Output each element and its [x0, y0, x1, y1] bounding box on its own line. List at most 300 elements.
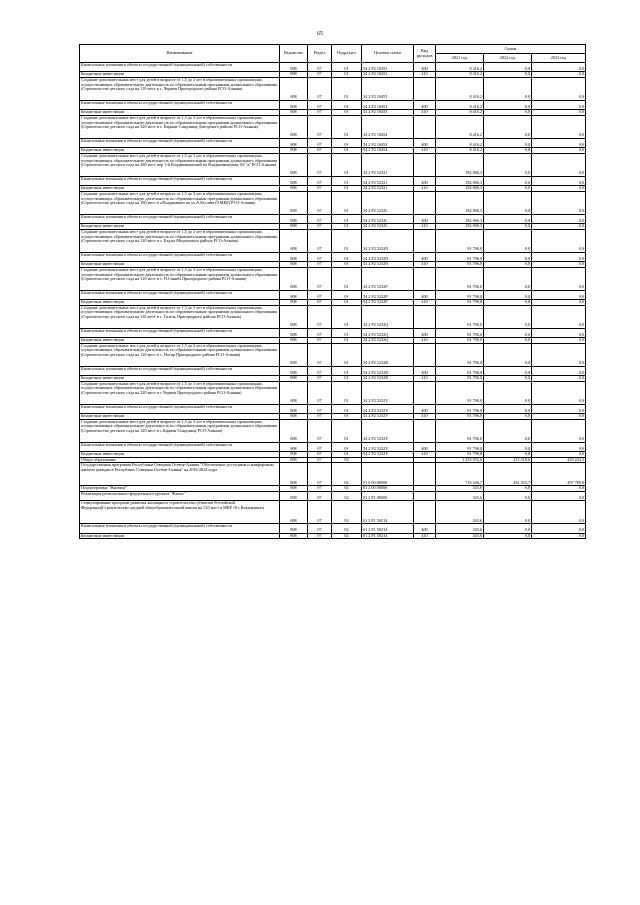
table-row — [80, 176, 586, 185]
table-row — [80, 381, 586, 404]
row-2022: 0,0 — [484, 501, 532, 524]
row-expense-type: 400 — [414, 176, 436, 185]
row-razdel: 07 — [308, 300, 332, 306]
row-2022: 0,0 — [484, 267, 532, 290]
row-razdel: 07 — [308, 501, 332, 524]
row-razdel: 07 — [308, 414, 332, 420]
row-2022: 0,0 — [484, 404, 532, 413]
row-razdel: 07 — [308, 214, 332, 223]
row-2023: 0,0 — [532, 338, 586, 344]
row-2023: 297 789,9 — [532, 463, 586, 486]
row-razdel: 07 — [308, 252, 332, 261]
row-2021: 182 006,3 — [436, 214, 484, 223]
row-2021: 8 416,2 — [436, 77, 484, 100]
row-2022: 0,0 — [484, 366, 532, 375]
row-razdel: 07 — [308, 191, 332, 214]
row-razdel: 07 — [308, 153, 332, 176]
row-2021: 81 796,0 — [436, 262, 484, 268]
row-expense-type: 400 — [414, 252, 436, 261]
row-2021: 1 233 932,6 — [436, 457, 484, 463]
row-expense-type — [414, 77, 436, 100]
row-expense-type: 400 — [414, 366, 436, 375]
row-ved: 808 — [280, 376, 308, 382]
row-2022: 0,0 — [484, 63, 532, 72]
row-target-article: 34 2 P2 5232V — [362, 381, 414, 404]
table-row — [80, 442, 586, 451]
row-name: Бюджетные инвестиции — [80, 110, 280, 116]
row-2021: 8 416,2 — [436, 110, 484, 116]
row-podrazdel: 02 — [332, 486, 362, 492]
row-expense-type — [414, 305, 436, 328]
row-target-article: 34 2 P2 10454 — [362, 138, 414, 147]
row-podrazdel: 01 — [332, 305, 362, 328]
row-expense-type: 410 — [414, 110, 436, 116]
row-name: Бюджетные инвестиции — [80, 452, 280, 458]
row-target-article: 34 2 P2 10454 — [362, 115, 414, 138]
row-2022: 0,0 — [484, 442, 532, 451]
row-razdel: 07 — [308, 419, 332, 442]
row-2022: 0,0 — [484, 229, 532, 252]
row-ved: 808 — [280, 366, 308, 375]
row-expense-type: 410 — [414, 452, 436, 458]
row-razdel: 07 — [308, 305, 332, 328]
row-target-article: 34 2 P2 5232V — [362, 414, 414, 420]
row-ved: 808 — [280, 300, 308, 306]
row-target-article: 34 2 P2 5232V — [362, 404, 414, 413]
row-name: Капитальные вложения в объекты государственной (муниципальной) собственности — [80, 100, 280, 109]
row-2022: 0,0 — [484, 110, 532, 116]
row-2022: 0,0 — [484, 191, 532, 214]
row-podrazdel: 01 — [332, 381, 362, 404]
row-razdel: 07 — [308, 262, 332, 268]
row-razdel: 07 — [308, 224, 332, 230]
table-row — [80, 191, 586, 214]
row-2023: 429 244,3 — [532, 457, 586, 463]
row-expense-type — [414, 343, 436, 366]
header-year-2021: 2021 год — [436, 54, 484, 63]
row-name: Подпрограмма "Жилище" — [80, 486, 280, 492]
row-2021: 81 796,0 — [436, 414, 484, 420]
row-target-article: 34 2 P2 10453 — [362, 77, 414, 100]
row-2022: 0,0 — [484, 176, 532, 185]
row-ved: 808 — [280, 100, 308, 109]
row-name: Бюджетные инвестиции — [80, 376, 280, 382]
row-target-article: 01 2 F1 50214 — [362, 524, 414, 533]
header-ved: Ведомство — [280, 45, 308, 63]
row-ved: 808 — [280, 533, 308, 539]
row-ved: 808 — [280, 153, 308, 176]
row-target-article: 34 2 P2 5232N — [362, 229, 414, 252]
row-2023: 0,0 — [532, 214, 586, 223]
row-2022: 0,0 — [484, 338, 532, 344]
row-target-article: 34 2 P2 10453 — [362, 100, 414, 109]
row-target-article: 34 2 P2 5232R — [362, 343, 414, 366]
row-target-article: 34 2 P2 10453 — [362, 110, 414, 116]
row-podrazdel: 01 — [332, 115, 362, 138]
row-podrazdel: 01 — [332, 77, 362, 100]
row-2023: 0,0 — [532, 110, 586, 116]
table-row — [80, 138, 586, 147]
table-row — [80, 214, 586, 223]
row-2022: 0,0 — [484, 305, 532, 328]
row-target-article: 34 2 P2 5232Y — [362, 419, 414, 442]
row-expense-type — [414, 501, 436, 524]
row-expense-type — [414, 229, 436, 252]
row-ved: 808 — [280, 343, 308, 366]
row-podrazdel: 01 — [332, 138, 362, 147]
row-target-article: 01 2 00 00000 — [362, 486, 414, 492]
table-row — [80, 328, 586, 337]
row-podrazdel: 01 — [332, 100, 362, 109]
row-podrazdel: 01 — [332, 414, 362, 420]
row-2023: 0,0 — [532, 191, 586, 214]
row-ved: 808 — [280, 501, 308, 524]
table-row — [80, 229, 586, 252]
row-2023: 0,0 — [532, 305, 586, 328]
row-razdel: 07 — [308, 442, 332, 451]
row-expense-type: 400 — [414, 404, 436, 413]
row-ved: 808 — [280, 452, 308, 458]
row-2023: 0,0 — [532, 376, 586, 382]
row-ved: 808 — [280, 252, 308, 261]
row-expense-type: 410 — [414, 72, 436, 78]
row-2023: 0,0 — [532, 300, 586, 306]
table-row — [80, 77, 586, 100]
row-razdel: 07 — [308, 338, 332, 344]
row-2023: 0,0 — [532, 343, 586, 366]
row-razdel: 07 — [308, 457, 332, 463]
header-expense-type: Вид расходов — [414, 45, 436, 63]
header-year-2023: 2023 год — [532, 54, 586, 63]
row-2022: 0,0 — [484, 186, 532, 192]
row-ved: 808 — [280, 176, 308, 185]
row-2023: 0,0 — [532, 224, 586, 230]
row-razdel: 07 — [308, 463, 332, 486]
row-2021: 343,6 — [436, 524, 484, 533]
row-target-article: 34 2 P2 5232L — [362, 191, 414, 214]
row-ved: 808 — [280, 267, 308, 290]
row-2023: 0,0 — [532, 148, 586, 154]
row-ved: 808 — [280, 419, 308, 442]
row-2021: 716 546,7 — [436, 463, 484, 486]
row-razdel: 07 — [308, 452, 332, 458]
row-ved: 808 — [280, 290, 308, 299]
row-ved: 808 — [280, 63, 308, 72]
row-2023: 0,0 — [532, 381, 586, 404]
row-2021: 81 796,0 — [436, 404, 484, 413]
row-2021: 81 796,0 — [436, 229, 484, 252]
row-podrazdel: 02 — [332, 524, 362, 533]
row-2021: 8 416,2 — [436, 72, 484, 78]
row-expense-type: 410 — [414, 186, 436, 192]
row-target-article: 34 2 P2 5232R — [362, 366, 414, 375]
row-podrazdel: 01 — [332, 442, 362, 451]
row-name: Бюджетные инвестиции — [80, 72, 280, 78]
row-razdel: 07 — [308, 492, 332, 501]
row-ved: 808 — [280, 115, 308, 138]
table-row — [80, 290, 586, 299]
row-podrazdel: 02 — [332, 501, 362, 524]
row-podrazdel: 01 — [332, 366, 362, 375]
row-ved: 808 — [280, 442, 308, 451]
row-podrazdel: 01 — [332, 191, 362, 214]
row-name: Бюджетные инвестиции — [80, 224, 280, 230]
row-razdel: 07 — [308, 486, 332, 492]
row-2023: 0,0 — [532, 328, 586, 337]
row-razdel: 07 — [308, 115, 332, 138]
row-2021: 81 796,0 — [436, 338, 484, 344]
row-2023: 0,0 — [532, 524, 586, 533]
row-2021: 182 006,3 — [436, 153, 484, 176]
row-podrazdel: 01 — [332, 290, 362, 299]
row-podrazdel: 01 — [332, 404, 362, 413]
row-2022: 0,0 — [484, 524, 532, 533]
row-2021: 81 796,0 — [436, 381, 484, 404]
row-expense-type — [414, 267, 436, 290]
row-2022: 0,0 — [484, 262, 532, 268]
row-name: Бюджетные инвестиции — [80, 148, 280, 154]
row-razdel: 07 — [308, 148, 332, 154]
row-target-article: 01 2 F1 00000 — [362, 492, 414, 501]
row-target-article: 34 2 P2 5232Y — [362, 452, 414, 458]
row-2021: 182 006,3 — [436, 186, 484, 192]
row-2022: 0,0 — [484, 300, 532, 306]
row-target-article: 34 2 P2 10453 — [362, 63, 414, 72]
row-expense-type: 400 — [414, 524, 436, 533]
row-podrazdel: 02 — [332, 492, 362, 501]
row-name: Капитальные вложения в объекты государственной (муниципальной) собственности — [80, 442, 280, 451]
row-podrazdel: 02 — [332, 533, 362, 539]
row-2022: 0,0 — [484, 328, 532, 337]
row-name: Капитальные вложения в объекты государственной (муниципальной) собственности — [80, 404, 280, 413]
row-razdel: 07 — [308, 533, 332, 539]
header-razdel: Раздел — [308, 45, 332, 63]
row-2022: 0,0 — [484, 376, 532, 382]
row-2023: 0,0 — [532, 138, 586, 147]
row-podrazdel: 01 — [332, 419, 362, 442]
row-2023: 0,0 — [532, 153, 586, 176]
row-2023: 0,0 — [532, 262, 586, 268]
row-expense-type: 410 — [414, 300, 436, 306]
row-expense-type: 410 — [414, 338, 436, 344]
header-podrazdel: Подраздел — [332, 45, 362, 63]
table-row — [80, 533, 586, 539]
header-name: Наименование — [80, 45, 280, 63]
row-podrazdel: 01 — [332, 300, 362, 306]
row-razdel: 07 — [308, 176, 332, 185]
row-2021: 8 416,2 — [436, 115, 484, 138]
header-sum: Сумма — [436, 45, 586, 54]
row-name: Создание дополнительных мест для детей в возрасте от 1,5 до 3 лет в образовательных организациях, осуществляющих образовательную деятельность по образовательным программам дошкольного образования (Строительство детского сада на 180 мест в г.Владикавказ по ул.А.Кесаева (9 МКР) РСО-Алания) — [80, 191, 280, 214]
row-podrazdel: 01 — [332, 72, 362, 78]
row-2022: 0,0 — [484, 343, 532, 366]
row-2023: 0,0 — [532, 414, 586, 420]
table-row — [80, 153, 586, 176]
row-razdel: 07 — [308, 100, 332, 109]
row-2021: 182 006,3 — [436, 176, 484, 185]
row-name: Создание дополнительных мест для детей в возрасте от 1,5 до 3 лет в образовательных организациях, осуществляющих образовательную деятельность по образовательным программам дошкольного образования (Строительство детского сада на 320 мест в с. Карман-Синдзикау Дигорского района РСО-Алания) — [80, 115, 280, 138]
row-podrazdel: 01 — [332, 328, 362, 337]
row-expense-type: 410 — [414, 224, 436, 230]
row-expense-type: 400 — [414, 138, 436, 147]
row-2022: 0,0 — [484, 492, 532, 501]
row-expense-type: 410 — [414, 533, 436, 539]
row-target-article: 34 2 P2 5232N — [362, 262, 414, 268]
row-razdel: 07 — [308, 72, 332, 78]
row-name: Капитальные вложения в объекты государственной (муниципальной) собственности — [80, 252, 280, 261]
row-2022: 0,0 — [484, 153, 532, 176]
row-razdel: 07 — [308, 267, 332, 290]
row-2021: 81 796,0 — [436, 452, 484, 458]
row-podrazdel: 01 — [332, 224, 362, 230]
row-podrazdel: 01 — [332, 63, 362, 72]
row-name: Капитальные вложения в объекты государственной (муниципальной) собственности — [80, 63, 280, 72]
row-razdel: 07 — [308, 404, 332, 413]
row-2021: 81 796,0 — [436, 267, 484, 290]
row-podrazdel: 01 — [332, 452, 362, 458]
row-target-article: 34 2 P2 5232L — [362, 214, 414, 223]
row-target-article: 34 2 P2 10454 — [362, 148, 414, 154]
row-name: Бюджетные инвестиции — [80, 338, 280, 344]
row-2022: 0,0 — [484, 452, 532, 458]
row-target-article: 34 2 P2 10453 — [362, 72, 414, 78]
row-podrazdel: 01 — [332, 229, 362, 252]
row-target-article: 34 2 P2 5232R — [362, 376, 414, 382]
row-2022: 0,0 — [484, 100, 532, 109]
table-row — [80, 501, 586, 524]
row-2022: 0,0 — [484, 72, 532, 78]
row-expense-type — [414, 492, 436, 501]
row-name: Создание дополнительных мест для детей в возрасте от 1,5 до 3 лет в образовательных организациях, осуществляющих образовательную деятельность по образовательным программам дошкольного образования (Строительство детского сада на 110 мест в с. Гизель Пригородного района РСО-Алания) — [80, 305, 280, 328]
row-2023: 0,0 — [532, 486, 586, 492]
row-2021: 343,6 — [436, 501, 484, 524]
row-razdel: 07 — [308, 376, 332, 382]
row-name: Создание дополнительных мест для детей в возрасте от 1,5 до 3 лет в образовательных организациях, осуществляющих образовательную деятельность по образовательным программам дошкольного образования (Строительство детского сада на 280 мест пер 1-й Владикавказский по Владикавказская, 69 "а" РСО-Алания) — [80, 153, 280, 176]
row-name: Создание дополнительных мест для детей в возрасте от 1,5 до 3 лет в образовательных организациях, осуществляющих образовательную деятельность по образовательным программам дошкольного образования (Строительство детского сада на 120 мест в с. Бадлы Моздокского района РСО-Алания) — [80, 229, 280, 252]
row-expense-type: 400 — [414, 328, 436, 337]
row-2022: 0,0 — [484, 252, 532, 261]
row-podrazdel: 01 — [332, 343, 362, 366]
row-name: Государственная программа Республики Северная Осетия-Алания "Обеспечение доступным и комфортным жильем граждан в Республике Северная Осетия-Алания" на 2016-2024 годы — [80, 463, 280, 486]
row-ved: 808 — [280, 110, 308, 116]
row-2022: 415 518,6 — [484, 457, 532, 463]
row-target-article: 34 2 P2 5232Q — [362, 338, 414, 344]
row-2022: 0,0 — [484, 486, 532, 492]
row-razdel: 07 — [308, 110, 332, 116]
row-podrazdel: 01 — [332, 267, 362, 290]
row-2023: 0,0 — [532, 419, 586, 442]
row-ved: 808 — [280, 305, 308, 328]
table-row — [80, 524, 586, 533]
row-target-article: 01 2 F1 50214 — [362, 501, 414, 524]
row-expense-type — [414, 153, 436, 176]
row-2023: 0,0 — [532, 366, 586, 375]
row-podrazdel: 01 — [332, 262, 362, 268]
row-ved: 808 — [280, 77, 308, 100]
row-2023: 0,0 — [532, 100, 586, 109]
row-name: Капитальные вложения в объекты государственной (муниципальной) собственности — [80, 328, 280, 337]
budget-table — [79, 44, 586, 539]
row-2023: 0,0 — [532, 63, 586, 72]
row-2023: 0,0 — [532, 492, 586, 501]
row-2021: 81 796,0 — [436, 343, 484, 366]
row-ved: 808 — [280, 138, 308, 147]
row-name: Капитальные вложения в объекты государственной (муниципальной) собственности — [80, 138, 280, 147]
row-podrazdel: 01 — [332, 110, 362, 116]
row-ved: 808 — [280, 229, 308, 252]
row-name: Капитальные вложения в объекты государственной (муниципальной) собственности — [80, 524, 280, 533]
row-podrazdel: 01 — [332, 376, 362, 382]
row-2022: 0,0 — [484, 419, 532, 442]
row-name: Бюджетные инвестиции — [80, 186, 280, 192]
row-podrazdel: 02 — [332, 457, 362, 463]
row-razdel: 07 — [308, 524, 332, 533]
row-target-article: 34 2 P2 52321 — [362, 153, 414, 176]
row-expense-type: 410 — [414, 414, 436, 420]
table-row — [80, 305, 586, 328]
row-name: Реализация регионального федерального проекта "Жилье" — [80, 492, 280, 501]
row-2022: 0,0 — [484, 224, 532, 230]
row-2023: 0,0 — [532, 442, 586, 451]
row-ved: 808 — [280, 191, 308, 214]
row-2021: 182 006,3 — [436, 191, 484, 214]
row-podrazdel: 01 — [332, 153, 362, 176]
row-2021: 81 796,0 — [436, 419, 484, 442]
row-2021: 8 416,2 — [436, 100, 484, 109]
row-razdel: 07 — [308, 186, 332, 192]
row-2022: 0,0 — [484, 214, 532, 223]
row-razdel: 07 — [308, 138, 332, 147]
row-razdel: 07 — [308, 343, 332, 366]
row-2023: 0,0 — [532, 186, 586, 192]
row-2022: 0,0 — [484, 148, 532, 154]
row-target-article: 34 2 P2 5232Y — [362, 442, 414, 451]
row-ved: 808 — [280, 404, 308, 413]
row-2022: 281 333,7 — [484, 463, 532, 486]
row-ved: 808 — [280, 186, 308, 192]
page-number: 65 — [317, 31, 323, 37]
row-ved: 808 — [280, 72, 308, 78]
row-target-article: 34 2 P2 5232N — [362, 252, 414, 261]
row-2023: 0,0 — [532, 452, 586, 458]
row-name: Создание дополнительных мест для детей в возрасте от 1,5 до 3 лет в образовательных организациях, осуществляющих образовательную деятельность по образовательным программам дошкольного образования (Строительство детского сада на 120 мест в с. Н.Саниба Пригородного района РСО-Алания) — [80, 267, 280, 290]
table-row — [80, 100, 586, 109]
row-expense-type: 410 — [414, 262, 436, 268]
row-name: Бюджетные инвестиции — [80, 414, 280, 420]
row-2023: 0,0 — [532, 533, 586, 539]
row-name: Капитальные вложения в объекты государственной (муниципальной) собственности — [80, 214, 280, 223]
row-ved: 808 — [280, 492, 308, 501]
row-razdel: 07 — [308, 366, 332, 375]
row-razdel: 07 — [308, 381, 332, 404]
row-ved: 808 — [280, 381, 308, 404]
row-target-article: 34 2 P2 5232Q — [362, 305, 414, 328]
row-name: Создание дополнительных мест для детей в возрасте от 1,5 до 3 лет в образовательных организациях, осуществляющих образовательную деятельность по образовательным программам дошкольного образования (Строительство детского сада на 320 мест в с.Карман-Синдзикау РСО-Алания) — [80, 419, 280, 442]
row-ved: 808 — [280, 524, 308, 533]
row-ved: 808 — [280, 486, 308, 492]
row-2023: 0,0 — [532, 252, 586, 261]
row-2021: 81 796,0 — [436, 305, 484, 328]
row-2023: 0,0 — [532, 72, 586, 78]
table-row — [80, 252, 586, 261]
row-2021: 81 796,0 — [436, 328, 484, 337]
table-row — [80, 366, 586, 375]
row-2021: 8 416,2 — [436, 63, 484, 72]
row-name: Капитальные вложения в объекты государственной (муниципальной) собственности — [80, 290, 280, 299]
row-2021: 343,6 — [436, 492, 484, 501]
row-2021: 81 796,0 — [436, 442, 484, 451]
row-expense-type — [414, 115, 436, 138]
